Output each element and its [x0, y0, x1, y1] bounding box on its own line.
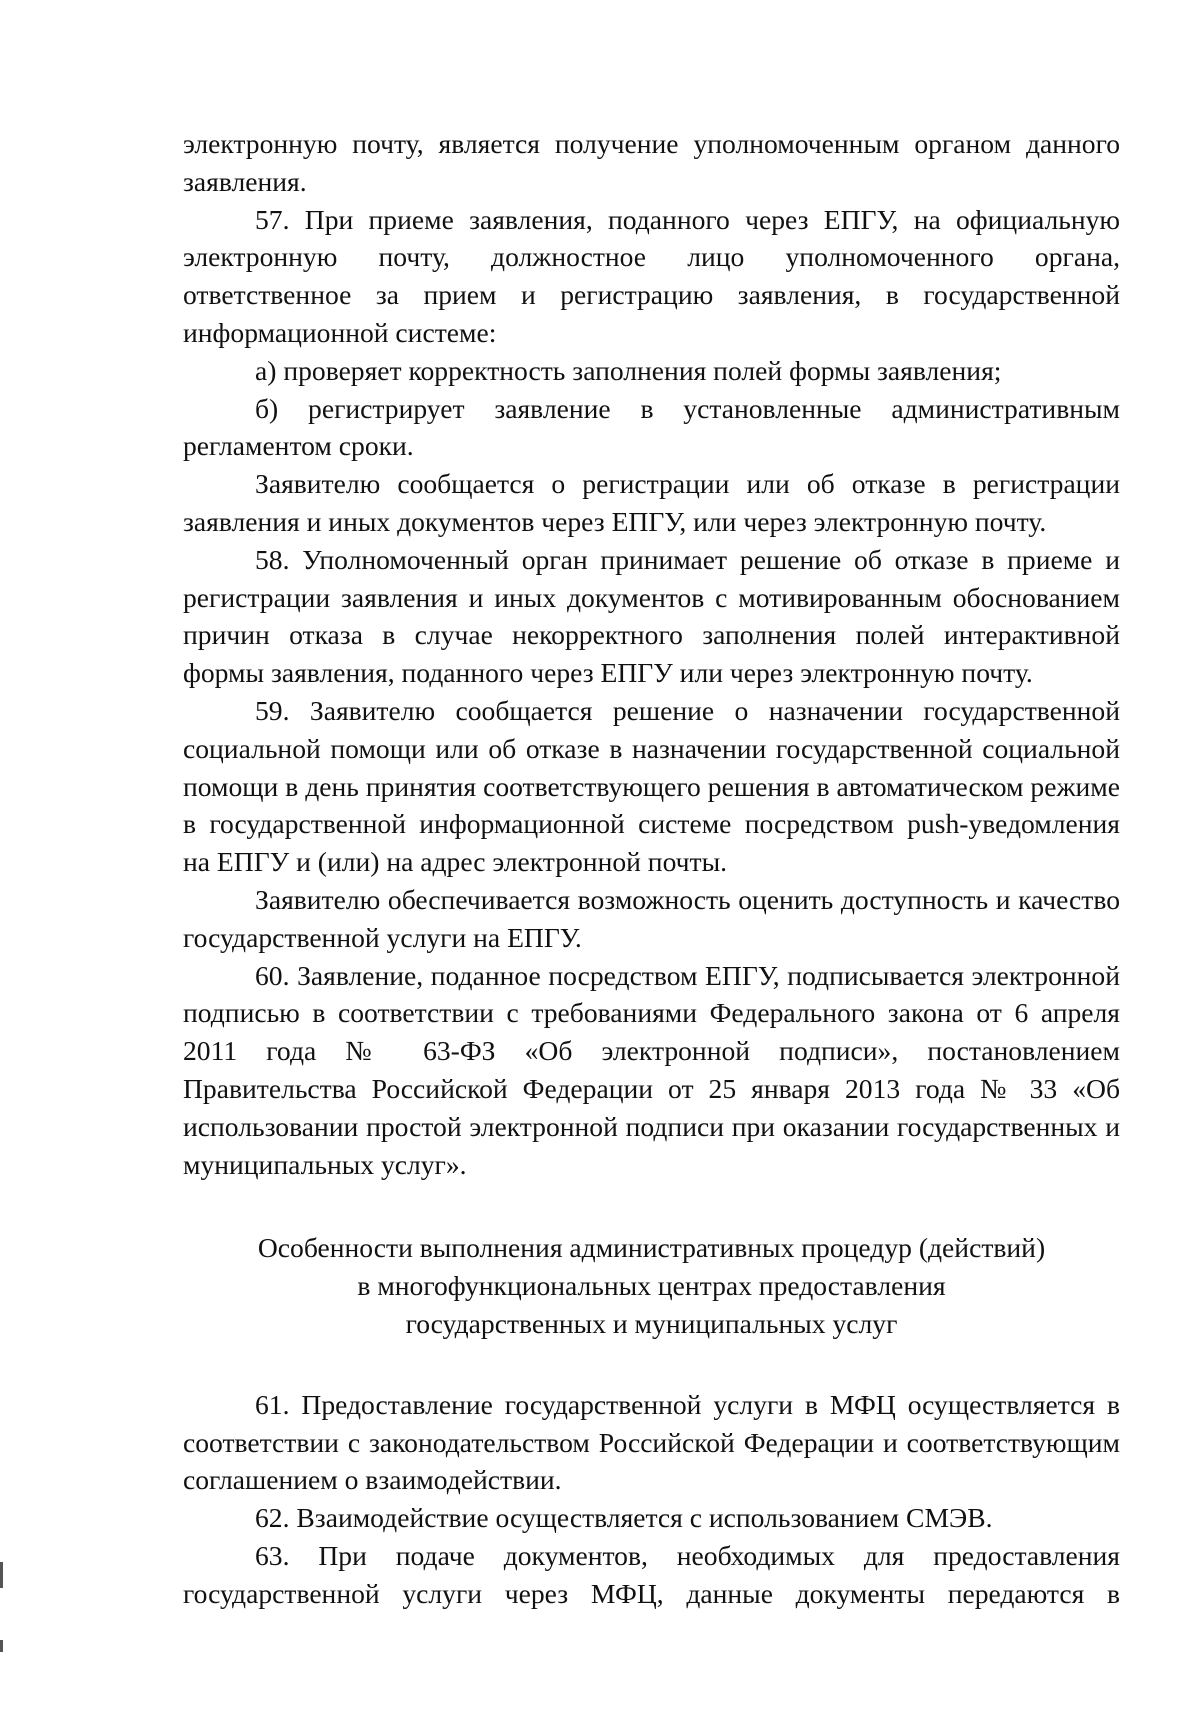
paragraph-63: 63. При подаче документов, необходимых для предоставления государственной услуги через МФЦ, данные документы передаются в — [183, 1539, 1120, 1609]
section-heading-line: государственных и муниципальных услуг — [405, 1307, 898, 1339]
paragraph-62: 62. Взаимодействие осуществляется с использованием СМЭВ. — [255, 1502, 993, 1534]
paragraph-60: 60. Заявление, поданное посредством ЕПГУ, подписывается электронной подписью в соответствии с требованиями Федерального закона от 6 апреля 2011 года № 63-ФЗ «Об электронной подписи», постановлением Правительства Российской Федерации от 25 января 2013 года № 33 «Об использовании простой электронной подписи при оказании государственных и муниципальных услуг». — [183, 959, 1120, 1180]
section-heading-line: Особенности выполнения административных процедур (действий) — [257, 1232, 1046, 1264]
paragraph-58: 58. Уполномоченный орган принимает решение об отказе в приеме и регистрации заявления и иных документов с мотивированным обоснованием причин отказа в случае некорректного заполнения полей интерактивной формы заявления, поданного через ЕПГУ или через электронную почту. — [183, 543, 1120, 689]
paragraph-continuation: электронную почту, является получение уполномоченным органом данного заявления. — [183, 128, 1120, 197]
paragraph-59-assessment: Заявителю обеспечивается возможность оценить доступность и качество государственной услуги на ЕПГУ. — [183, 883, 1120, 953]
section-heading — [183, 1229, 1120, 1342]
document-body — [183, 125, 1120, 1612]
paragraph-57b: б) регистрирует заявление в установленные административным регламентом сроки. — [183, 392, 1120, 462]
section-heading-line: в многофункциональных центрах предоставления — [357, 1270, 946, 1302]
paragraph-57a: а) проверяет корректность заполнения полей формы заявления; — [255, 354, 1002, 386]
paragraph-57-notice: Заявителю сообщается о регистрации или об отказе в регистрации заявления и иных документов через ЕПГУ, или через электронную почту. — [183, 468, 1120, 537]
scan-edge-mark — [0, 1562, 3, 1588]
paragraph-61: 61. Предоставление государственной услуги в МФЦ осуществляется в соответствии с законодательством Российской Федерации и соответствующим соглашением о взаимодействии. — [183, 1388, 1120, 1496]
paragraph-57: 57. При приеме заявления, поданного через ЕПГУ, на официальную электронную почту, должностное лицо уполномоченного органа, ответственное за прием и регистрацию заявления, в государственной информационной системе: — [183, 203, 1120, 348]
scan-edge-mark — [0, 1640, 3, 1652]
paragraph-59: 59. Заявителю сообщается решение о назначении государственной социальной помощи или об отказе в назначении государственной социальной помощи в день принятия соответствующего решения в автоматическом режиме в государственной информационной системе посредством push-уведомления на ЕПГУ и (или) на адрес электронной почты. — [183, 694, 1120, 878]
